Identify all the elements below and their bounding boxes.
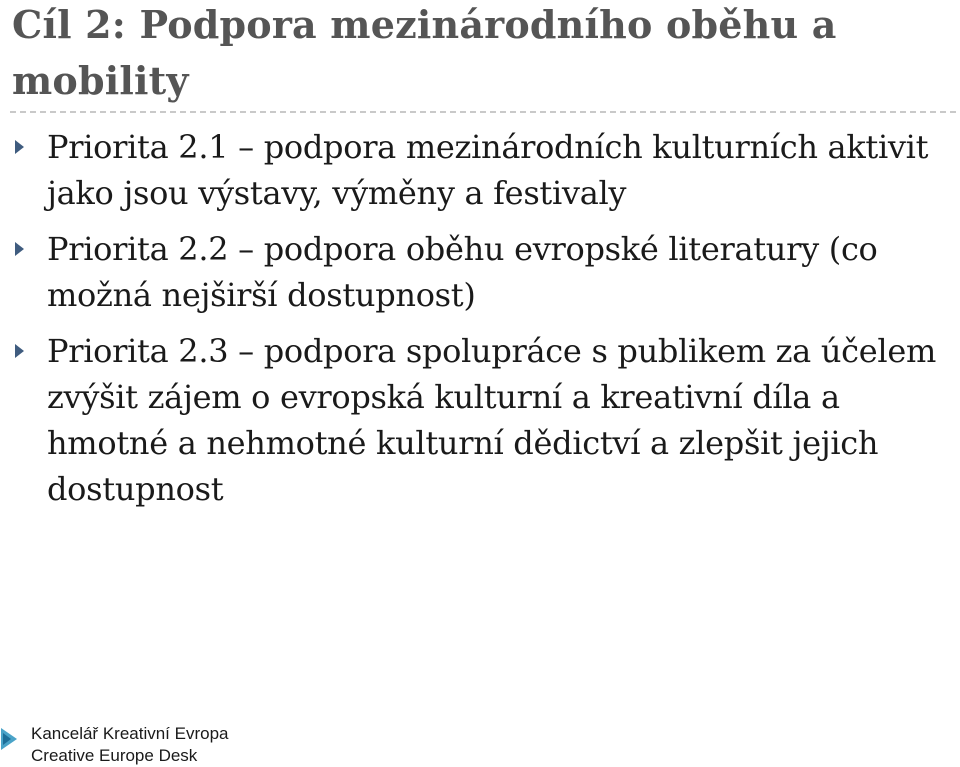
footer-text <box>31 723 229 767</box>
bullet-list <box>0 124 960 522</box>
bullet-item-priority-2-2 <box>0 226 960 318</box>
triangle-right-icon <box>15 344 24 358</box>
slide-title: Cíl 2: Podpora mezinárodního oběhu a mobility <box>12 2 837 103</box>
bullet-item-priority-2-3 <box>0 328 960 512</box>
bullet-text: Priorita 2.3 – podpora spolupráce s publikem za účelem zvýšit zájem o evropská kulturní a kreativní díla a hmotné a nehmotné kulturní dědictví a zlepšit jejich dostupnost <box>47 332 937 508</box>
bullet-text: Priorita 2.2 – podpora oběhu evropské literatury (co možná nejširší dostupnost) <box>47 230 878 314</box>
footer <box>0 720 400 767</box>
creative-europe-logo-inner-icon <box>3 733 11 745</box>
triangle-right-icon <box>15 242 24 256</box>
title-divider <box>10 111 956 113</box>
triangle-right-icon <box>15 140 24 154</box>
footer-org-english: Creative Europe Desk <box>31 746 198 765</box>
bullet-text: Priorita 2.1 – podpora mezinárodních kulturních aktivit jako jsou výstavy, výměny a festivaly <box>47 128 929 212</box>
footer-org-czech: Kancelář Kreativní Evropa <box>31 724 229 743</box>
bullet-item-priority-2-1 <box>0 124 960 216</box>
